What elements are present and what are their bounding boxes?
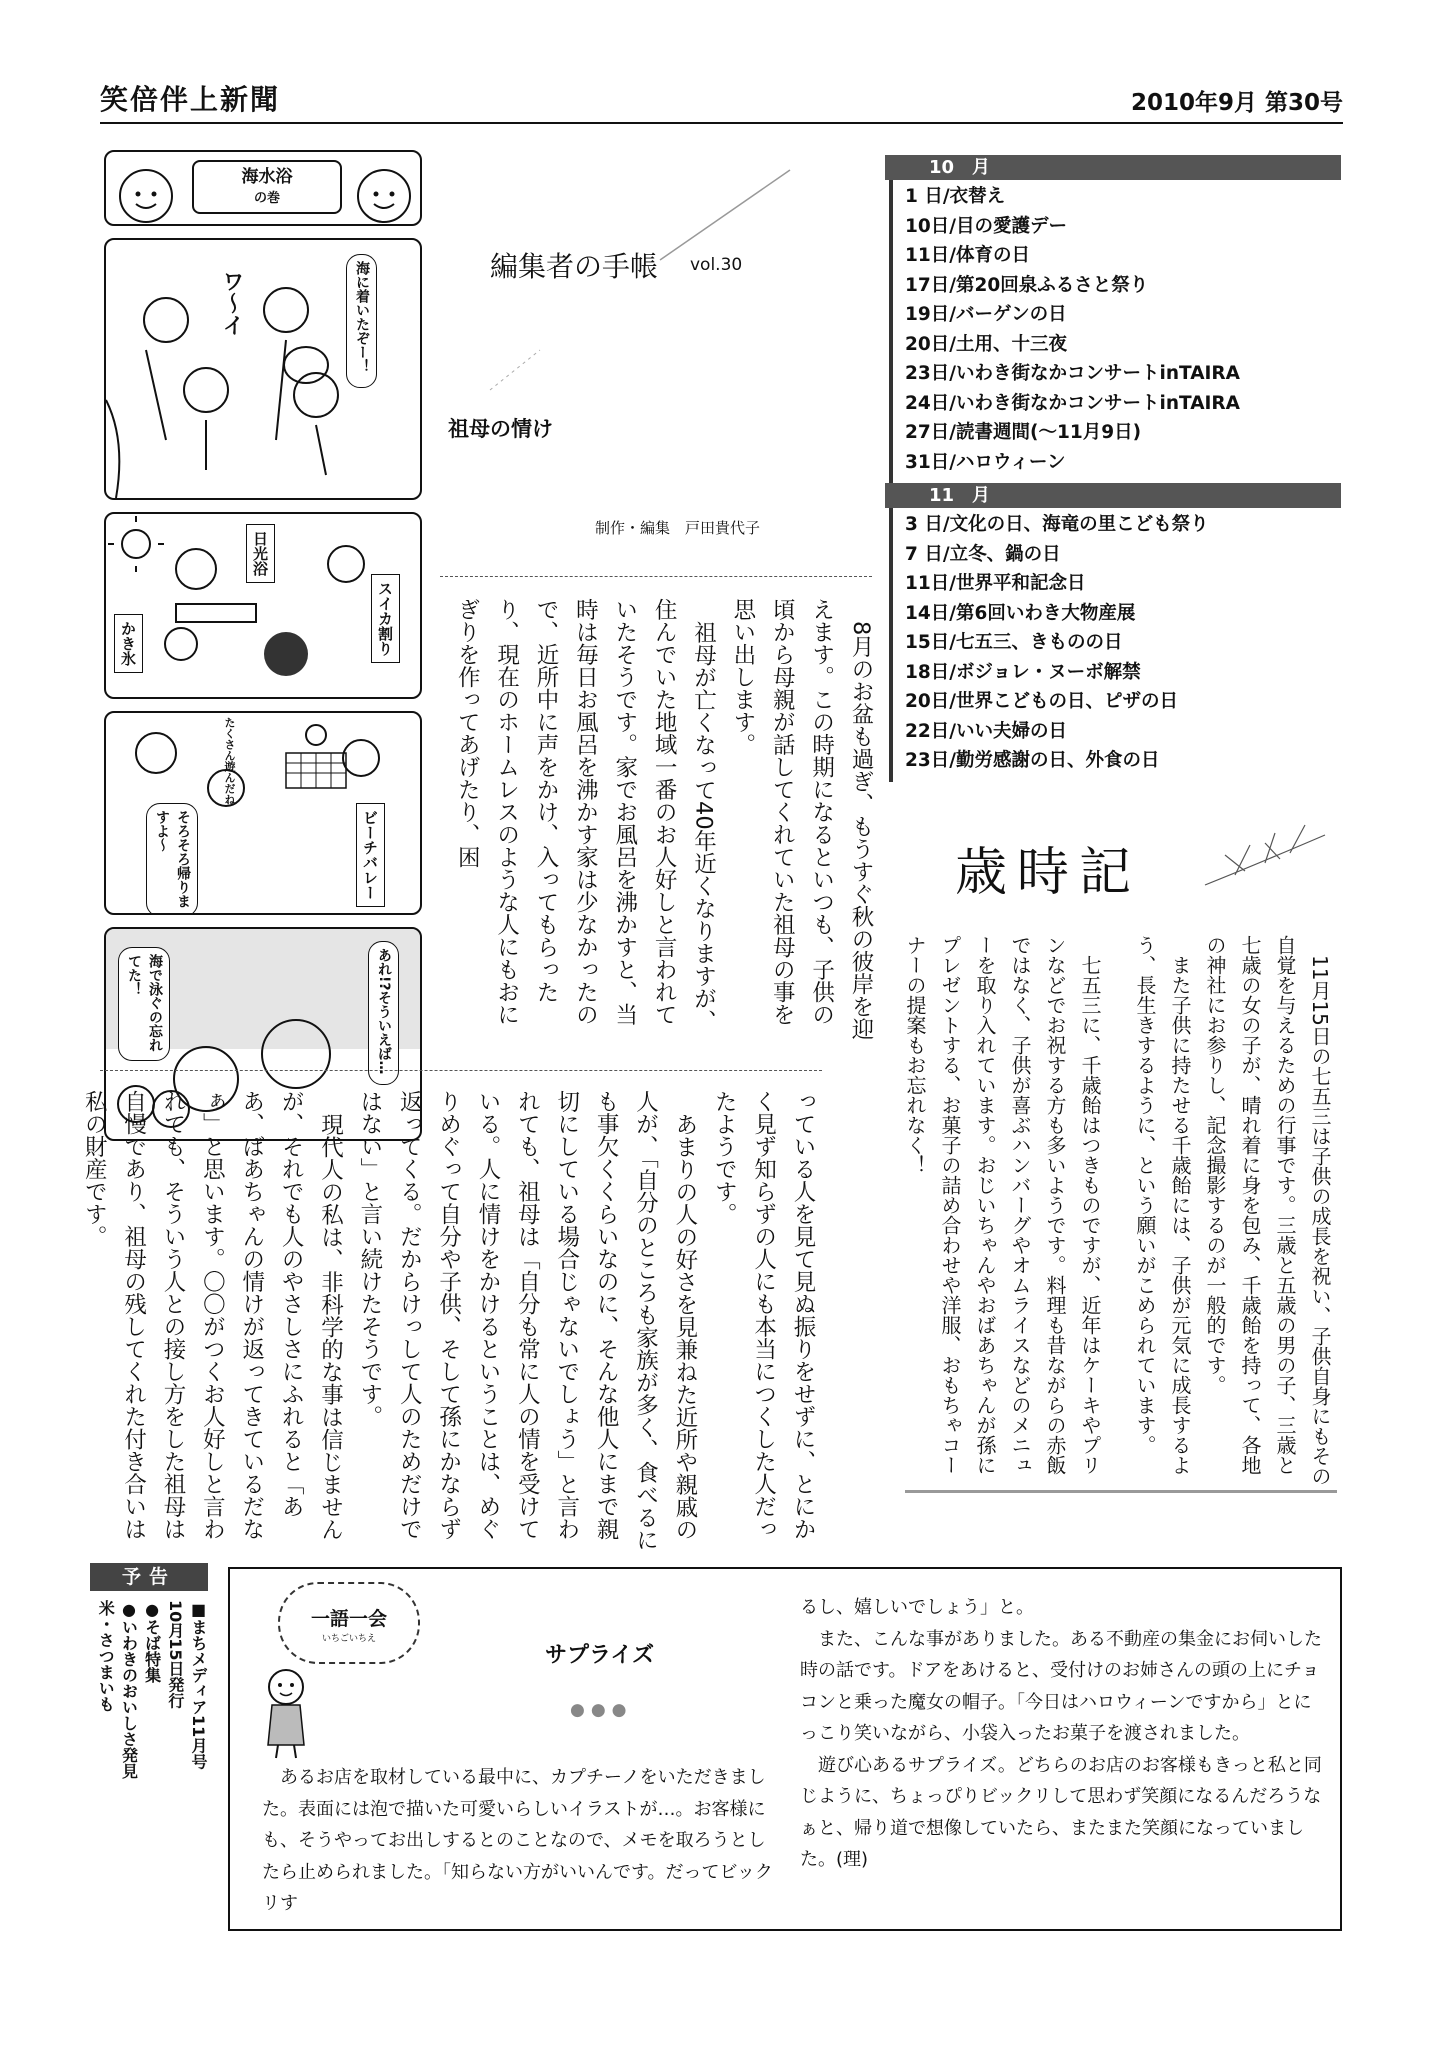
cloud-label <box>278 1582 420 1664</box>
calendar-event: 20日/土用、十三夜 <box>905 333 1068 355</box>
calendar-event: 24日/いわき街なかコンサートinTAIRA <box>905 392 1240 414</box>
editor-column-volume: vol.30 <box>690 255 743 275</box>
calendar-event: 15日/七五三、きものの日 <box>905 632 1123 653</box>
column-paragraph: 遊び心あるサプライズ。どちらのお店のお客様もきっと私と同じように、ちょっぴりビックリして思わず笑顔になるんだろうなぁと、帰り道で想像していたら、またまた笑顔になっていました。(理) <box>800 1754 1322 1870</box>
manga-panel-2 <box>104 512 422 699</box>
calendar-event: 27日/読書週間(〜11月9日) <box>905 422 1142 443</box>
essay-divider-2 <box>100 1070 822 1071</box>
manga-title-panel <box>104 150 422 226</box>
preview-line: 10月15日発行 <box>165 1600 185 1709</box>
preview-line: ●そば特集 <box>142 1600 162 1683</box>
october-events <box>889 180 1341 483</box>
essay-paragraph: 8月のお盆も過ぎ、もうすぐ秋の彼岸を迎えます。この時期になるといつも、子供の頃から母親が話してくれていた祖母の事を思い出します。 <box>729 598 874 1040</box>
calendar-event: 19日/バーゲンの日 <box>905 304 1067 325</box>
column-name-reading: いちごいちえ <box>321 1634 376 1644</box>
saijiki-title: 歳時記 <box>955 843 1142 903</box>
editor-column-heading: 編集者の手帳 <box>490 250 659 283</box>
column-text-left: あるお店を取材している最中に、カプチーノをいただきました。表面には泡で描いた可愛いらしいイラストが…。お客様にも、そうやってお出しするとのことなので、メモを取ろうとしたら止められました。「知らない方がいいんです。だってビックリす <box>262 1767 773 1914</box>
decorative-dots: ●●● <box>570 1700 633 1720</box>
november-events <box>889 508 1341 782</box>
masthead-divider <box>100 122 1343 124</box>
column-paragraph: るし、嬉しいでしょう」と。 <box>800 1597 1034 1618</box>
essay-title: 祖母の情け <box>448 417 553 441</box>
manga-title-box <box>192 160 342 214</box>
saijiki-paragraph: また子供に持たせる千歳飴には、子供が元気に成長するよう、長生きするように、という願いがこめられています。 <box>1133 935 1192 1475</box>
essay-paragraph: 祖母が亡くなって40年近くなりますが、住んでいた地域一番のお人好しと言われていたそうです。家でお風呂を沸かすと、当時は毎日お風呂を沸かす家は少なかったので、近所中に声をかけ、入ってもらったり、現在のホームレスのような人にもおにぎりを作ってあげたり、困 <box>454 598 717 1032</box>
newspaper-title: 笑倍伴上新聞 <box>100 83 281 116</box>
essay-credit: 制作・編集 戸田貴代子 <box>595 519 761 537</box>
calendar-event: 22日/いい夫婦の日 <box>905 720 1068 742</box>
speech-bubble-forgot: 海で泳ぐの忘れてた！ <box>118 947 170 1061</box>
speech-bubble-arrival: 海に着いたぞー！ <box>346 254 377 388</box>
small-caption: たくさん遊んだね <box>223 717 236 805</box>
column-paragraph: また、こんな事がありました。ある不動産の集金にお伺いした時の話です。ドアをあけると、受付けのお姉さんの頭の上にチョコンと乗った魔女の帽子。「今日はハロウィーンですから」とにっこり笑いながら、小袋入ったお菓子を渡されました。 <box>800 1628 1322 1744</box>
event-calendar <box>885 155 1341 782</box>
calendar-event: 18日/ボジョレ・ヌーボ解禁 <box>905 661 1141 683</box>
calendar-event: 23日/勤労感謝の日、外食の日 <box>905 750 1160 771</box>
issue-date: 2010年9月 第30号 <box>1130 90 1343 116</box>
essay-part-2 <box>81 1090 822 1560</box>
calendar-event: 1 日/衣替え <box>905 186 1006 207</box>
manga-title: 海水浴 <box>241 167 293 187</box>
calendar-event: 7 日/立冬、鍋の日 <box>905 543 1061 565</box>
sign-beach-volleyball: ビーチバレー <box>356 803 385 907</box>
calendar-event: 14日/第6回いわき大物産展 <box>905 602 1136 624</box>
calendar-event: 17日/第20回泉ふるさと祭り <box>905 274 1149 296</box>
essay-divider <box>440 576 872 577</box>
saijiki-paragraph: 11月15日の七五三は子供の成長を祝い、子供自身にもその自覚を与えるための行事です。三歳と五歳の男の子、三歳と七歳の女の子が、晴れ着に身を包み、千歳飴を持って、各地の神社にお参りし、記念撮影するのが一般的です。 <box>1203 935 1332 1486</box>
preview-line: ■まちメディア11月号 <box>189 1600 208 1770</box>
manga-strip <box>104 150 422 1153</box>
calendar-event: 11日/世界平和記念日 <box>905 573 1086 594</box>
shout-text: ワ〜イ <box>219 270 244 336</box>
october-header: 10 月 <box>885 155 1341 180</box>
manga-subtitle: の巻 <box>253 191 280 206</box>
manga-panel-1 <box>104 238 422 500</box>
calendar-event: 11日/体育の日 <box>905 245 1031 266</box>
essay-paragraph: あまりの人の好さを見兼ねた近所や親戚の人が、「自分のところも家族が多く、食べるにも事欠くくらいなのに、そんな他人にまで親切にしている場合じゃないでしょう」と言われても、祖母は「自分も常に人の情を受けている。人に情けをかけるということは、めぐりめぐって自分や子供、そして孫にかならず返ってくる。だからけっして人のためだけではない」と言い続けたそうです。 <box>356 1090 698 1552</box>
preview-body <box>96 1600 210 1780</box>
sign-watermelon-split: スイカ割り <box>371 574 400 663</box>
sign-shaved-ice: かき氷 <box>114 614 143 673</box>
child-mascot-icon <box>258 1665 318 1760</box>
speech-bubble-going-home: そろそろ帰りますよ〜 <box>146 803 198 915</box>
preview-line: 米・さつまいも <box>96 1600 116 1712</box>
november-header: 11 月 <box>885 483 1341 508</box>
manga-panel-3 <box>104 711 422 915</box>
calendar-event: 3 日/文化の日、海竜の里こども祭り <box>905 514 1209 535</box>
calendar-event: 23日/いわき街なかコンサートinTAIRA <box>905 363 1240 384</box>
column-title: サプライズ <box>545 1643 655 1668</box>
speech-bubble-wait: あれ!?そういえば… <box>368 941 399 1085</box>
essay-paragraph: っている人を見て見ぬ振りをせずに、とにかく見ず知らずの人にも本当につくした人だったようです。 <box>711 1090 816 1540</box>
calendar-event: 31日/ハロウィーン <box>905 451 1066 473</box>
column-text-right <box>800 1592 1325 1876</box>
essay-paragraph: 現代人の私は、非科学的な事は信じませんが、それでも人のやさしさにふれると「ああ、ばあちゃんの情けが返ってきているだなぁ」と思います。〇〇がつくお人好しと言われても、そういう人との接し方をした祖母は自慢であり、祖母の残してくれた付き合いは私の財産です。 <box>81 1090 344 1540</box>
saijiki-paragraph: 七五三に、千歳飴はつきものですが、近年はケーキやプリンなどでお祝する方も多いようです。料理も昔ながらの赤飯ではなく、子供が喜ぶハンバーグやオムライスなどのメニューを取り入れています。おじいちゃんやおばあちゃんが孫にプレゼントする、お菓子の詰め合わせや洋服、おもちゃコーナーの提案もお忘れなく！ <box>903 935 1102 1475</box>
preview-line: ●いわきのおいしさ発見 <box>119 1600 139 1779</box>
preview-heading: 予告 <box>90 1563 208 1591</box>
column-name: 一語一会 <box>310 1608 387 1630</box>
saijiki-text <box>905 935 1337 1493</box>
calendar-event: 10日/目の愛護デー <box>905 215 1068 237</box>
essay-part-1 <box>430 598 880 1046</box>
grass-sprig-icon <box>1195 815 1335 895</box>
sign-sunbathing: 日光浴 <box>246 524 275 583</box>
calendar-event: 20日/世界こどもの日、ピザの日 <box>905 691 1179 712</box>
